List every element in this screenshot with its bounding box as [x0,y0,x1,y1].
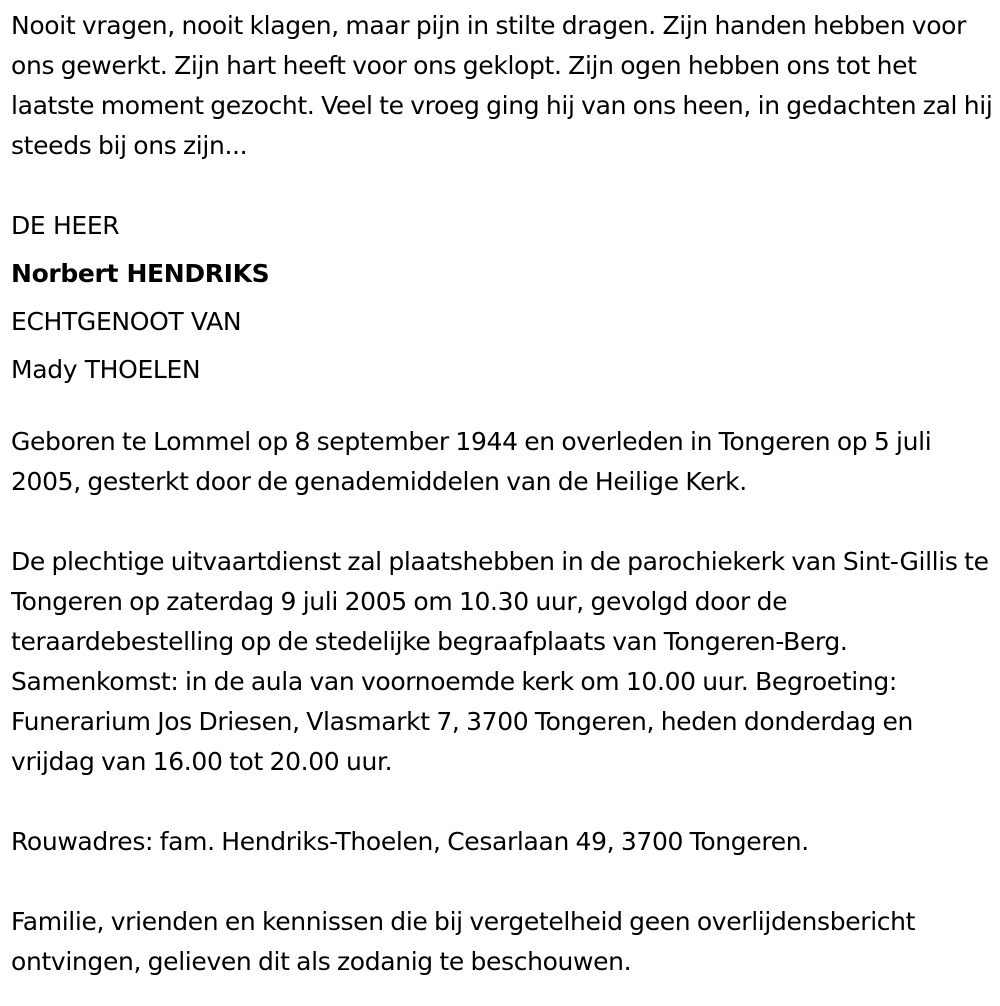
spacer [11,782,995,822]
spacer [11,502,995,542]
birth-death-paragraph: Geboren te Lommel op 8 september 1944 en overleden in Tongeren op 5 juli 2005, gesterkt door de genademiddelen van de Heilige Kerk. [11,427,932,496]
poem-paragraph: Nooit vragen, nooit klagen, maar pijn in stilte dragen. Zijn handen hebben voor ons gewerkt. Zijn hart heeft voor ons geklopt. Zijn ogen hebben ons tot het laatste moment gezocht. Veel te vroeg ging hij van ons heen, in gedachten zal hij steeds bij ons zijn... [11,11,993,160]
honorific-title: DE HEER [11,211,120,240]
spacer [11,862,995,902]
relation-label: ECHTGENOOT VAN [11,307,242,336]
address-paragraph: Rouwadres: fam. Hendriks-Thoelen, Cesarlaan 49, 3700 Tongeren. [11,827,809,856]
funeral-paragraph: De plechtige uitvaartdienst zal plaatshebben in de parochiekerk van Sint-Gillis te Tongeren op zaterdag 9 juli 2005 om 10.30 uur, gevolgd door de teraardebestelling op de stedelijke begraafplaats van Tongeren-Berg. Samenkomst: in de aula van voornoemde kerk om 10.00 uur. Begroeting: Funerarium Jos Driesen, Vlasmarkt 7, 3700 Tongeren, heden donderdag en vrijdag van 16.00 tot 20.00 uur. [11,547,989,776]
spacer [11,394,995,422]
obituary-notice [11,6,995,982]
spacer [11,166,995,206]
closing-paragraph: Familie, vrienden en kennissen die bij vergetelheid geen overlijdensbericht ontvingen, gelieven dit als zodanig te beschouwen. [11,907,916,976]
deceased-name: Norbert HENDRIKS [11,259,270,288]
name-block [11,206,995,394]
spouse-name: Mady THOELEN [11,355,201,384]
